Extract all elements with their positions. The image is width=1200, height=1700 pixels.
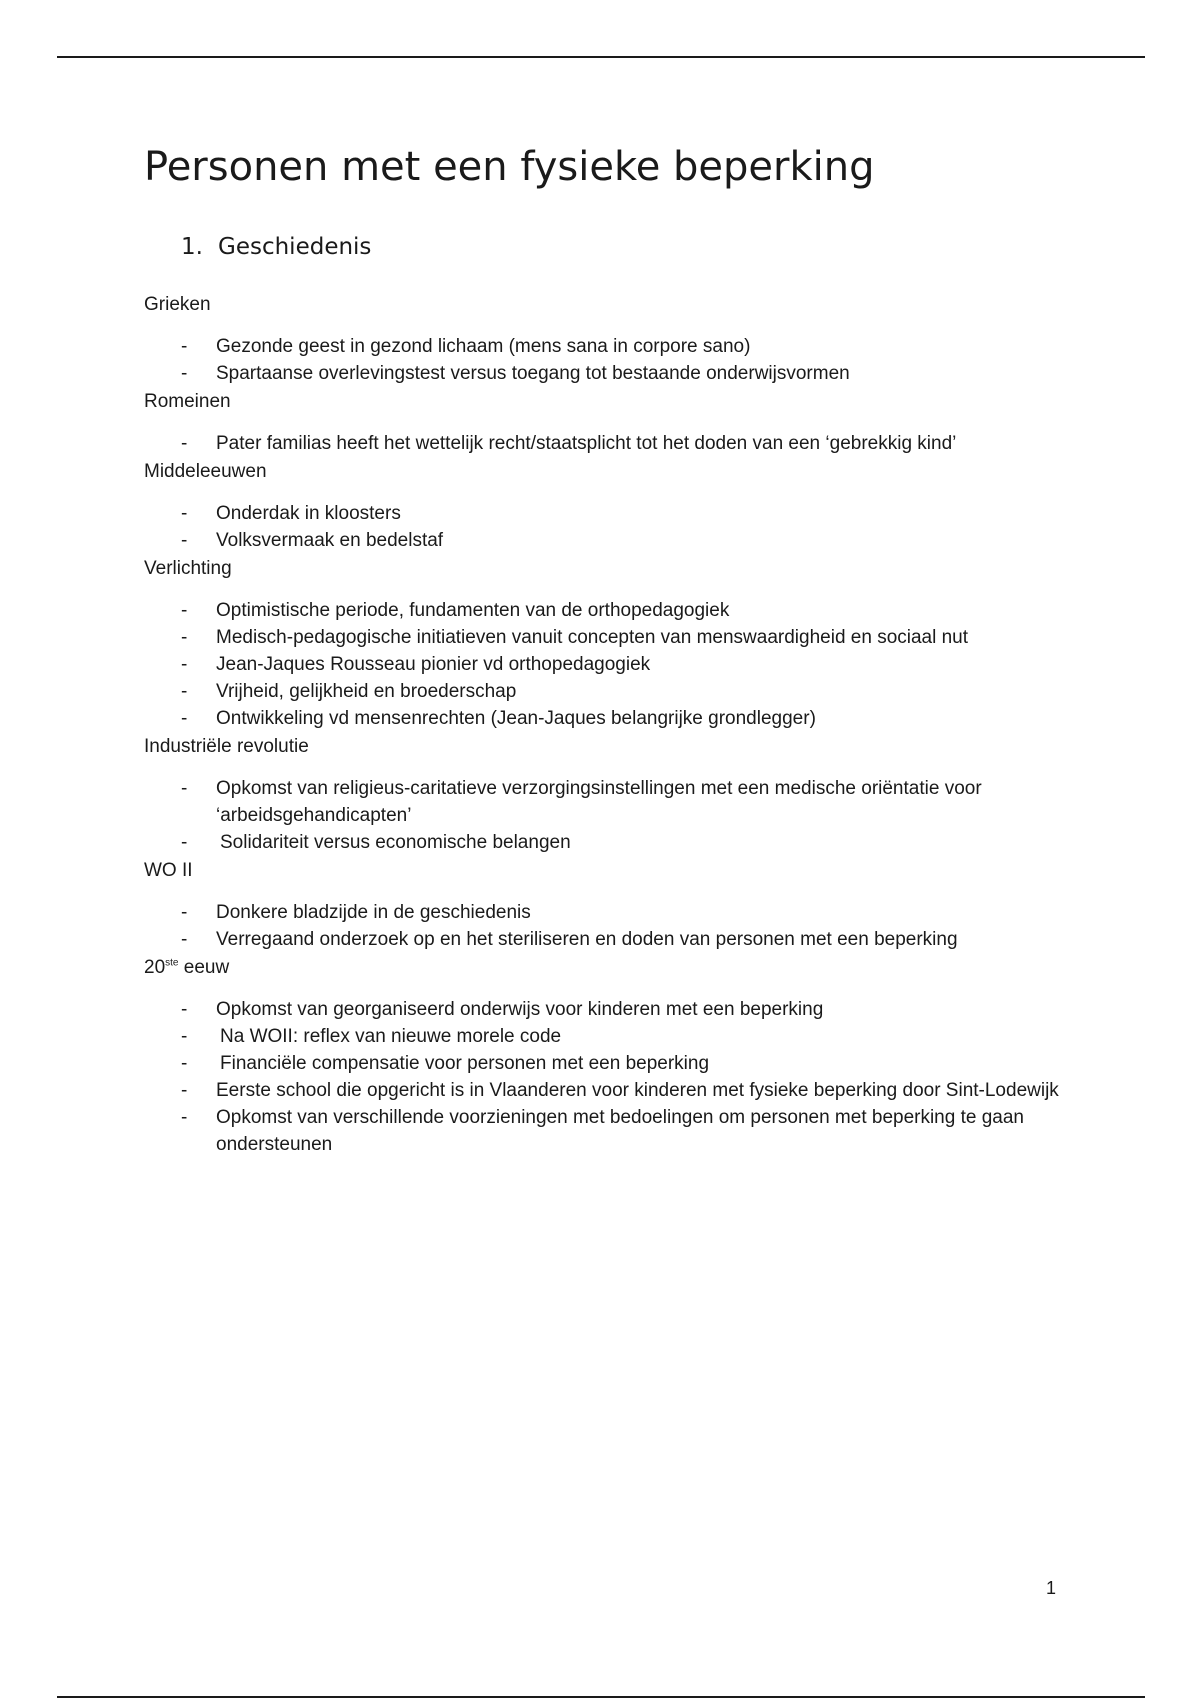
section-middeleeuwen bbox=[144, 457, 1064, 554]
section-20ste-eeuw bbox=[144, 953, 1064, 1158]
bullet-list bbox=[144, 430, 1064, 457]
list-item: - Spartaanse overlevingstest versus toegang tot bestaande onderwijsvormen bbox=[181, 363, 850, 384]
list-item: - Opkomst van georganiseerd onderwijs voor kinderen met een beperking bbox=[181, 999, 824, 1020]
list-item: - Solidariteit versus economische belangen bbox=[181, 832, 571, 853]
list-item: - Opkomst van religieus-caritatieve verzorgingsinstellingen met een medische oriëntatie voor ‘arbeidsgehandicapten’ bbox=[181, 778, 982, 826]
list-item: - Gezonde geest in gezond lichaam (mens sana in corpore sano) bbox=[181, 336, 751, 357]
list-item: - Donkere bladzijde in de geschiedenis bbox=[181, 902, 531, 923]
list-item: - Onderdak in kloosters bbox=[181, 503, 401, 524]
heading-number: 1. bbox=[181, 234, 203, 260]
section-grieken bbox=[144, 290, 1064, 387]
bullet-list bbox=[144, 899, 1064, 953]
section-romeinen bbox=[144, 387, 1064, 457]
section-title: Middeleeuwen bbox=[144, 461, 267, 482]
header-rule bbox=[57, 56, 1145, 58]
section-industriele-revolutie bbox=[144, 732, 1064, 856]
section-title: Grieken bbox=[144, 294, 211, 315]
list-item: - Financiële compensatie voor personen met een beperking bbox=[181, 1053, 710, 1074]
list-item: - Vrijheid, gelijkheid en broederschap bbox=[181, 681, 517, 702]
list-item: - Eerste school die opgericht is in Vlaanderen voor kinderen met fysieke beperking door Sint-Lodewijk bbox=[181, 1080, 1059, 1101]
bullet-list bbox=[144, 775, 1064, 856]
section-title: Verlichting bbox=[144, 558, 232, 579]
page-content bbox=[144, 138, 1064, 1158]
bullet-list bbox=[144, 597, 1064, 732]
section-title: 20ste eeuw bbox=[144, 957, 230, 978]
list-item: - Opkomst van verschillende voorzieningen met bedoelingen om personen met beperking te gaan ondersteunen bbox=[181, 1107, 1024, 1155]
bullet-list bbox=[144, 333, 1064, 387]
section-title: Romeinen bbox=[144, 391, 231, 412]
heading-text: Geschiedenis bbox=[218, 234, 372, 260]
section-heading bbox=[181, 232, 1064, 262]
list-item: - Pater familias heeft het wettelijk recht/staatsplicht tot het doden van een ‘gebrekkig kind’ bbox=[181, 433, 957, 454]
bullet-list bbox=[144, 996, 1064, 1158]
document-title: Personen met een fysieke beperking bbox=[144, 144, 875, 190]
bullet-list bbox=[144, 500, 1064, 554]
list-item: - Optimistische periode, fundamenten van de orthopedagogiek bbox=[181, 600, 730, 621]
section-title: Industriële revolutie bbox=[144, 736, 309, 757]
section-verlichting bbox=[144, 554, 1064, 732]
list-item: - Ontwikkeling vd mensenrechten (Jean-Jaques belangrijke grondlegger) bbox=[181, 708, 816, 729]
footer-rule bbox=[57, 1696, 1145, 1698]
sections-container bbox=[144, 290, 1064, 1158]
list-item: - Na WOII: reflex van nieuwe morele code bbox=[181, 1026, 562, 1047]
section-title: WO II bbox=[144, 860, 193, 881]
section-wo-ii bbox=[144, 856, 1064, 953]
list-item: - Verregaand onderzoek op en het steriliseren en doden van personen met een beperking bbox=[181, 929, 958, 950]
list-item: - Jean-Jaques Rousseau pionier vd orthopedagogiek bbox=[181, 654, 651, 675]
list-item: - Medisch-pedagogische initiatieven vanuit concepten van menswaardigheid en sociaal nut bbox=[181, 627, 969, 648]
page-number: 1 bbox=[1046, 1578, 1057, 1598]
list-item: - Volksvermaak en bedelstaf bbox=[181, 530, 444, 551]
